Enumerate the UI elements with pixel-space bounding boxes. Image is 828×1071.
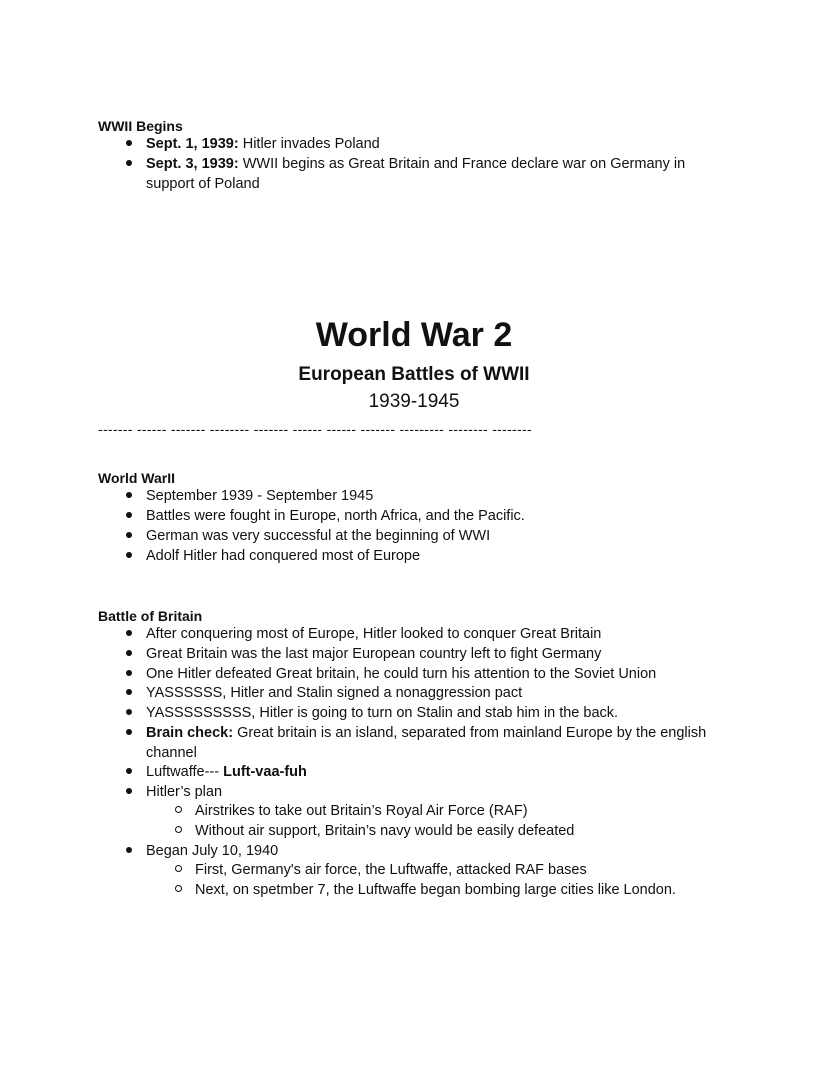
item-text: YASSSSSSSSS, Hitler is going to turn on Stalin and stab him in the back.: [146, 705, 619, 721]
list-item: [146, 507, 525, 527]
date-label: Sept. 1, 1939:: [146, 136, 239, 152]
item-text: September 1939 - September 1945: [146, 488, 374, 504]
item-text: Luftwaffe---: [146, 764, 224, 780]
hollow-bullet-icon: [171, 822, 185, 842]
list-item: [146, 704, 618, 724]
bullet-icon: [122, 507, 136, 527]
list-item-plan: [146, 783, 222, 803]
list-item: [146, 684, 522, 704]
bullet-icon: [122, 783, 136, 803]
item-text: WWII begins as Great Britain and France declare war on Germany in: [238, 156, 686, 172]
hollow-bullet-icon: [171, 802, 185, 822]
item-text: Airstrikes to take out Britain’s Royal Air Force (RAF): [195, 803, 528, 819]
item-text: Began July 10, 1940: [146, 843, 279, 859]
list-item: [146, 487, 373, 507]
date-label: Sept. 3, 1939:: [146, 156, 239, 172]
section-heading-battle-of-britain: Battle of Britain: [98, 608, 203, 624]
item-text: First, Germany's air force, the Luftwaffe, attacked RAF bases: [195, 862, 587, 878]
sub-list-item: [195, 802, 528, 822]
item-text: Hitler’s plan: [146, 784, 223, 800]
dashed-divider: ------- ------ ------- -------- ------- ------ ------ ------- --------- -------- --------: [98, 421, 532, 437]
bullet-icon: [122, 135, 136, 155]
pronunciation: Luft-vaa-fuh: [223, 764, 307, 780]
bullet-icon: [122, 155, 136, 175]
page-subtitle: European Battles of WWII: [298, 364, 530, 385]
item-text: After conquering most of Europe, Hitler looked to conquer Great Britain: [146, 626, 602, 642]
item-text: German was very successful at the beginning of WWI: [146, 528, 491, 544]
bullet-icon: [122, 547, 136, 567]
hollow-bullet-icon: [171, 861, 185, 881]
list-item-brain-check: [146, 724, 706, 744]
section-heading-wwii-begins: WWII Begins: [98, 118, 183, 134]
brain-check-label: Brain check:: [146, 725, 234, 741]
list-item: [146, 527, 490, 547]
list-item: [146, 625, 601, 645]
list-item: [146, 135, 380, 155]
list-item-continuation: [146, 175, 260, 195]
page-title: World War 2: [315, 316, 513, 354]
bullet-icon: [122, 487, 136, 507]
bullet-icon: [122, 724, 136, 744]
item-text: YASSSSSS, Hitler and Stalin signed a nonaggression pact: [146, 685, 523, 701]
date-range: 1939-1945: [368, 391, 460, 412]
sub-list-item: [195, 861, 587, 881]
item-text: Adolf Hitler had conquered most of Europe: [146, 548, 421, 564]
item-text: Without air support, Britain’s navy would be easily defeated: [195, 823, 575, 839]
bullet-icon: [122, 763, 136, 783]
hollow-bullet-icon: [171, 881, 185, 901]
list-item: [146, 547, 420, 567]
bullet-icon: [122, 665, 136, 685]
item-text: channel: [146, 745, 197, 761]
sub-list-item: [195, 822, 574, 842]
bullet-icon: [122, 645, 136, 665]
bullet-icon: [122, 684, 136, 704]
item-text: Battles were fought in Europe, north Africa, and the Pacific.: [146, 508, 525, 524]
list-item: [146, 665, 656, 685]
bullet-icon: [122, 527, 136, 547]
item-text: Next, on spetmber 7, the Luftwaffe began bombing large cities like London.: [195, 882, 676, 898]
bullet-icon: [122, 704, 136, 724]
bullet-icon: [122, 625, 136, 645]
list-item-continuation: [146, 744, 197, 764]
list-item-began: [146, 842, 278, 862]
bullet-icon: [122, 842, 136, 862]
item-text: support of Poland: [146, 176, 260, 192]
list-item: [146, 645, 601, 665]
list-item: [146, 155, 685, 175]
item-text: Great Britain was the last major European country left to fight Germany: [146, 646, 602, 662]
sub-list-item: [195, 881, 676, 901]
section-heading-world-war-ii: World WarII: [98, 470, 175, 486]
list-item-luftwaffe: [146, 763, 307, 783]
item-text: Great britain is an island, separated from mainland Europe by the english: [233, 725, 707, 741]
item-text: Hitler invades Poland: [238, 136, 380, 152]
item-text: One Hitler defeated Great britain, he could turn his attention to the Soviet Union: [146, 666, 657, 682]
